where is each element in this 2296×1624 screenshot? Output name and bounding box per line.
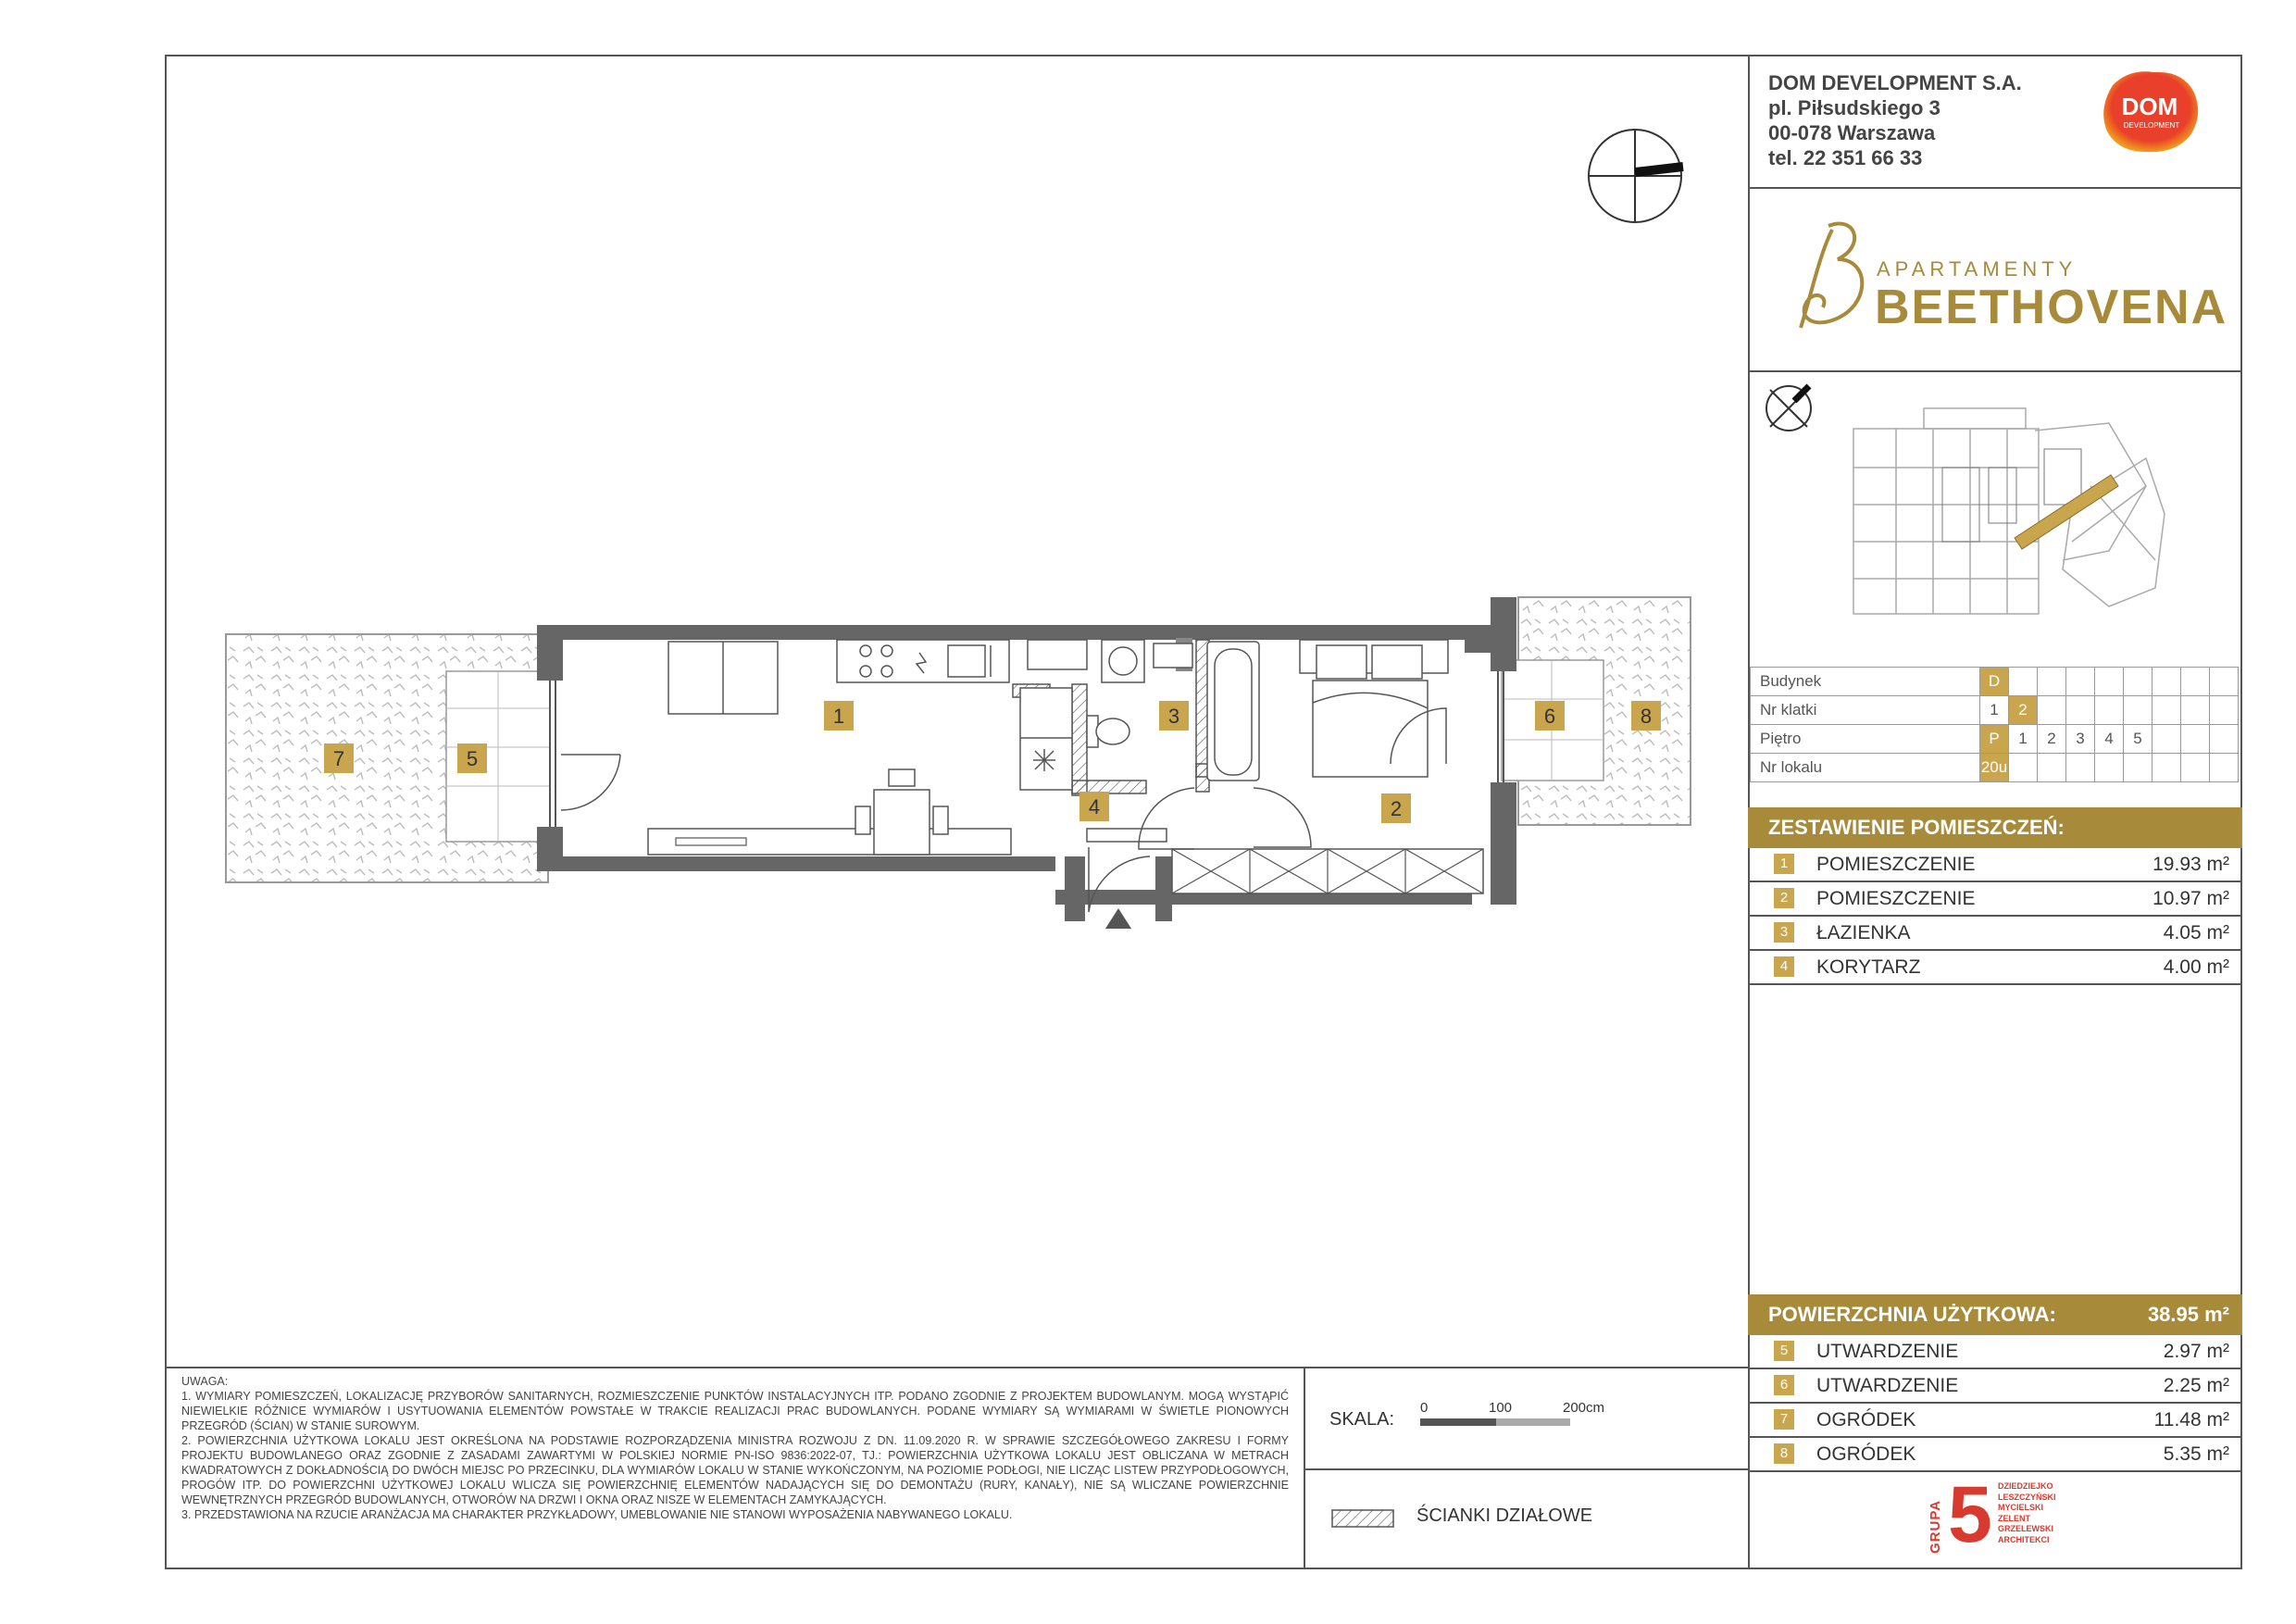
info-label: Budynek — [1751, 668, 1980, 696]
info-cell: 20u — [1980, 754, 2009, 782]
room-label-text: 2 — [1390, 797, 1403, 820]
room-row — [1748, 848, 2242, 882]
room-label-text: 8 — [1640, 705, 1653, 728]
info-row — [1751, 725, 2239, 754]
info-cell — [2124, 754, 2152, 782]
room-name: POMIESZCZENIE — [1816, 888, 1976, 909]
info-cell — [2009, 668, 2038, 696]
info-cell: 1 — [1980, 696, 2009, 725]
info-cell: 5 — [2124, 725, 2152, 754]
info-label: Nr klatki — [1751, 696, 1980, 725]
room-name: UTWARDZENIE — [1816, 1341, 1959, 1362]
project-brand — [1791, 213, 2228, 334]
room-area: 19.93 m² — [2152, 854, 2229, 875]
bed — [1313, 681, 1428, 777]
legend-label: ŚCIANKI DZIAŁOWE — [1416, 1505, 1593, 1526]
info-cell — [2181, 754, 2210, 782]
info-cell — [2181, 668, 2210, 696]
info-cell — [2095, 754, 2124, 782]
info-cell — [2009, 754, 2038, 782]
entrance-arrow-icon — [1105, 908, 1131, 929]
info-label: Nr lokalu — [1751, 754, 1980, 782]
info-row — [1751, 696, 2239, 725]
room-name: KORYTARZ — [1816, 956, 1921, 978]
info-cell — [2124, 668, 2152, 696]
usable-area-header — [1748, 1294, 2242, 1335]
info-cell — [2152, 668, 2181, 696]
room-label-7 — [324, 743, 354, 773]
company-address — [1768, 70, 2022, 170]
room-label-2 — [1381, 793, 1411, 823]
architect-names — [1998, 1481, 2056, 1545]
scale-segment — [1496, 1418, 1570, 1426]
room-area: 5.35 m² — [2163, 1443, 2229, 1465]
scale-segment — [1420, 1418, 1496, 1426]
room-row — [1748, 951, 2242, 985]
info-cell — [2095, 696, 2124, 725]
brand-title: BEETHOVENA — [1875, 281, 2228, 334]
locator-compass-icon — [1766, 386, 1811, 431]
company-name: DOM DEVELOPMENT S.A. — [1768, 71, 2022, 94]
info-cell — [2066, 754, 2095, 782]
grupa5-logo — [1928, 1470, 2094, 1559]
info-cell: 1 — [2009, 725, 2038, 754]
info-label: Piętro — [1751, 725, 1980, 754]
info-cell: 2 — [2009, 696, 2038, 725]
beethovena-monogram-icon — [1791, 219, 1873, 333]
room-area: 4.05 m² — [2163, 922, 2229, 943]
info-cell — [2038, 696, 2066, 725]
room-label-6 — [1535, 701, 1565, 731]
company-city: 00-078 Warszawa — [1768, 121, 1936, 144]
room-area: 4.00 m² — [2163, 956, 2229, 978]
dom-development-logo — [2094, 67, 2207, 156]
divider — [1748, 370, 2242, 372]
architect-name: LESZCZYŃSKI — [1998, 1492, 2056, 1502]
divider — [165, 1367, 1748, 1368]
scale-tick-200: 200cm — [1563, 1400, 1605, 1416]
room-label-4 — [1079, 792, 1109, 821]
room-number-badge: 1 — [1774, 854, 1794, 874]
info-cell: D — [1980, 668, 2009, 696]
dining-table — [874, 790, 930, 855]
divider — [1304, 1468, 1748, 1470]
building-locator-plan — [1757, 375, 2242, 643]
room-name: POMIESZCZENIE — [1816, 854, 1976, 875]
room-number-badge: 3 — [1774, 922, 1794, 943]
room-row — [1748, 1438, 2242, 1472]
architect-name: ARCHITEKCI — [1998, 1534, 2050, 1544]
room-row — [1748, 1369, 2242, 1404]
floor-plan — [213, 588, 1713, 940]
info-row — [1751, 668, 2239, 696]
rooms-header: ZESTAWIENIE POMIESZCZEŃ: — [1748, 807, 2242, 848]
room-label-1 — [824, 701, 854, 731]
info-cell — [2038, 754, 2066, 782]
note-item: 2. POWIERZCHNIA UŻYTKOWA LOKALU JEST OKREŚLONA NA PODSTAWIE ROZPORZĄDZENIA MINISTRA ROZWOJU Z DN. 11.09.2020 R. W SPRAWIE SZCZEGÓŁOWEGO ZAKRESU I FORMY PROJEKTU BUDOWLANEGO ORAZ ZGODNIE Z ZASADAMI ZAWARTYMI W POLSKIEJ NORMIE PN-ISO 9836:2022-07, TJ.: POWIERZCHNIA UŻYTKOWA LOKALU JEST OBLICZANA W METRACH KWADRATOWYCH Z DOKŁADNOŚCIĄ DO DWÓCH MIEJSC PO PRZECINKU, DLA WYMIARÓW LOKALU W STANIE WYKOŃCZONYM, NA POZIOMIE PODŁOGI, NIE LICZĄC LISTEW PRZYPODŁOGOWYCH, PROGÓW ITP. DO POWIERZCHNI UŻYTKOWEJ LOKALU WLICZA SIĘ POWIERZCHNIĘ ELEMENTÓW NADAJĄCYCH SIĘ DO DEMONTAŻU (RURY, KANAŁY), NIE SĄ WLICZANE POWIERZCHNIE WEWNĘTRZNYCH PRZEGRÓD BUDOWLANYCH, OTWORÓW NA DRZWI I OKNA ORAZ NISZE W ELEMENTACH ZAMYKAJĄCYCH. — [181, 1434, 1289, 1506]
room-row — [1748, 1335, 2242, 1369]
logo-text-development: DEVELOPMENT — [2123, 121, 2180, 130]
info-cell: 3 — [2066, 725, 2095, 754]
info-cell — [2210, 696, 2239, 725]
info-cell — [2066, 668, 2095, 696]
room-row — [1748, 882, 2242, 917]
room-number-badge: 8 — [1774, 1443, 1794, 1464]
info-cell: 4 — [2095, 725, 2124, 754]
scale-tick-0: 0 — [1420, 1400, 1429, 1416]
info-row — [1751, 754, 2239, 782]
info-cell — [2152, 696, 2181, 725]
usable-area-label: POWIERZCHNIA UŻYTKOWA: — [1768, 1303, 2056, 1326]
architect-name: MYCIELSKI — [1998, 1503, 2044, 1512]
room-number-badge: 4 — [1774, 956, 1794, 977]
notes-block — [181, 1374, 1289, 1522]
scale-label: SKALA: — [1329, 1409, 1395, 1430]
room-number-badge: 5 — [1774, 1341, 1794, 1361]
scale-bar — [1305, 1389, 1746, 1463]
note-item: 1. WYMIARY POMIESZCZEŃ, LOKALIZACJĘ PRZYBORÓW SANITARNYCH, ROZMIESZCZENIE PUNKTÓW INSTALACYJNYCH ITP. PODANO ZGODNIE Z PROJEKTEM BUDOWLANYM. MOGĄ WYSTĄPIĆ NIEWIELKIE RÓŻNICE WYMIARÓW I USYTUOWANIA ELEMENTÓW POWSTAŁE W TRAKCIE REALIZACJI PRAC BUDOWLANYCH. PODANE WYMIARY SĄ WYMIARAMI W ŚWIETLE PIONOWYCH PRZEGRÓD (ŚCIAN) W STANIE SUROWYM. — [181, 1390, 1289, 1432]
note-item: 3. PRZEDSTAWIONA NA RZUCIE ARANŻACJA MA CHARAKTER PRZYKŁADOWY, UMEBLOWANIE NIE STANOWI WYPOSAŻENIA NABYWANEGO LOKALU. — [181, 1508, 1013, 1521]
divider — [1748, 187, 2242, 189]
room-number-badge: 7 — [1774, 1409, 1794, 1430]
room-row — [1748, 1404, 2242, 1438]
info-cell — [2152, 725, 2181, 754]
logo-text-dom: DOM — [2121, 93, 2178, 120]
architect-name: DZIEDZIEJKO — [1998, 1481, 2053, 1491]
room-label-text: 6 — [1543, 705, 1556, 728]
scale-tick-100: 100 — [1489, 1400, 1513, 1416]
info-cell — [2066, 696, 2095, 725]
architect-name: ZELENT — [1998, 1513, 2030, 1523]
room-name: ŁAZIENKA — [1816, 922, 1911, 943]
info-cell: 2 — [2038, 725, 2066, 754]
room-name: UTWARDZENIE — [1816, 1375, 1959, 1396]
room-name: OGRÓDEK — [1816, 1409, 1916, 1430]
room-area: 2.25 m² — [2163, 1375, 2229, 1396]
info-cell — [2124, 696, 2152, 725]
brand-subtitle: APARTAMENTY — [1877, 257, 2078, 281]
info-cell — [2095, 668, 2124, 696]
room-number-badge: 6 — [1774, 1375, 1794, 1395]
room-area: 2.97 m² — [2163, 1341, 2229, 1362]
info-cell — [2210, 725, 2239, 754]
room-row — [1748, 917, 2242, 951]
usable-area-value: 38.95 m² — [2147, 1303, 2229, 1326]
room-label-3 — [1159, 701, 1189, 731]
room-label-text: 7 — [332, 747, 345, 770]
room-area: 10.97 m² — [2152, 888, 2229, 909]
info-cell — [2038, 668, 2066, 696]
info-cell — [2210, 668, 2239, 696]
room-area: 11.48 m² — [2153, 1409, 2229, 1430]
room-label-8 — [1631, 701, 1661, 731]
grupa-text: GRUPA — [1928, 1499, 1943, 1554]
room-number-badge: 2 — [1774, 888, 1794, 908]
company-phone: tel. 22 351 66 33 — [1768, 146, 1923, 169]
partition-wall-legend-icon — [1331, 1509, 1394, 1528]
north-compass-icon — [1583, 124, 1687, 228]
room-label-text: 3 — [1167, 705, 1180, 728]
grupa-number: 5 — [1948, 1470, 1992, 1559]
room-label-text: 4 — [1088, 795, 1101, 818]
room-name: OGRÓDEK — [1816, 1443, 1916, 1465]
info-cell — [2210, 754, 2239, 782]
info-cell: P — [1980, 725, 2009, 754]
unit-location-table — [1750, 667, 2239, 782]
info-cell — [2152, 754, 2181, 782]
info-cell — [2181, 696, 2210, 725]
notes-title: UWAGA: — [181, 1375, 229, 1388]
room-label-text: 5 — [466, 747, 479, 770]
room-label-text: 1 — [832, 705, 845, 728]
company-street: pl. Piłsudskiego 3 — [1768, 96, 1940, 119]
architect-name: GRZELEWSKI — [1998, 1524, 2053, 1533]
room-label-5 — [457, 743, 487, 773]
info-cell — [2181, 725, 2210, 754]
